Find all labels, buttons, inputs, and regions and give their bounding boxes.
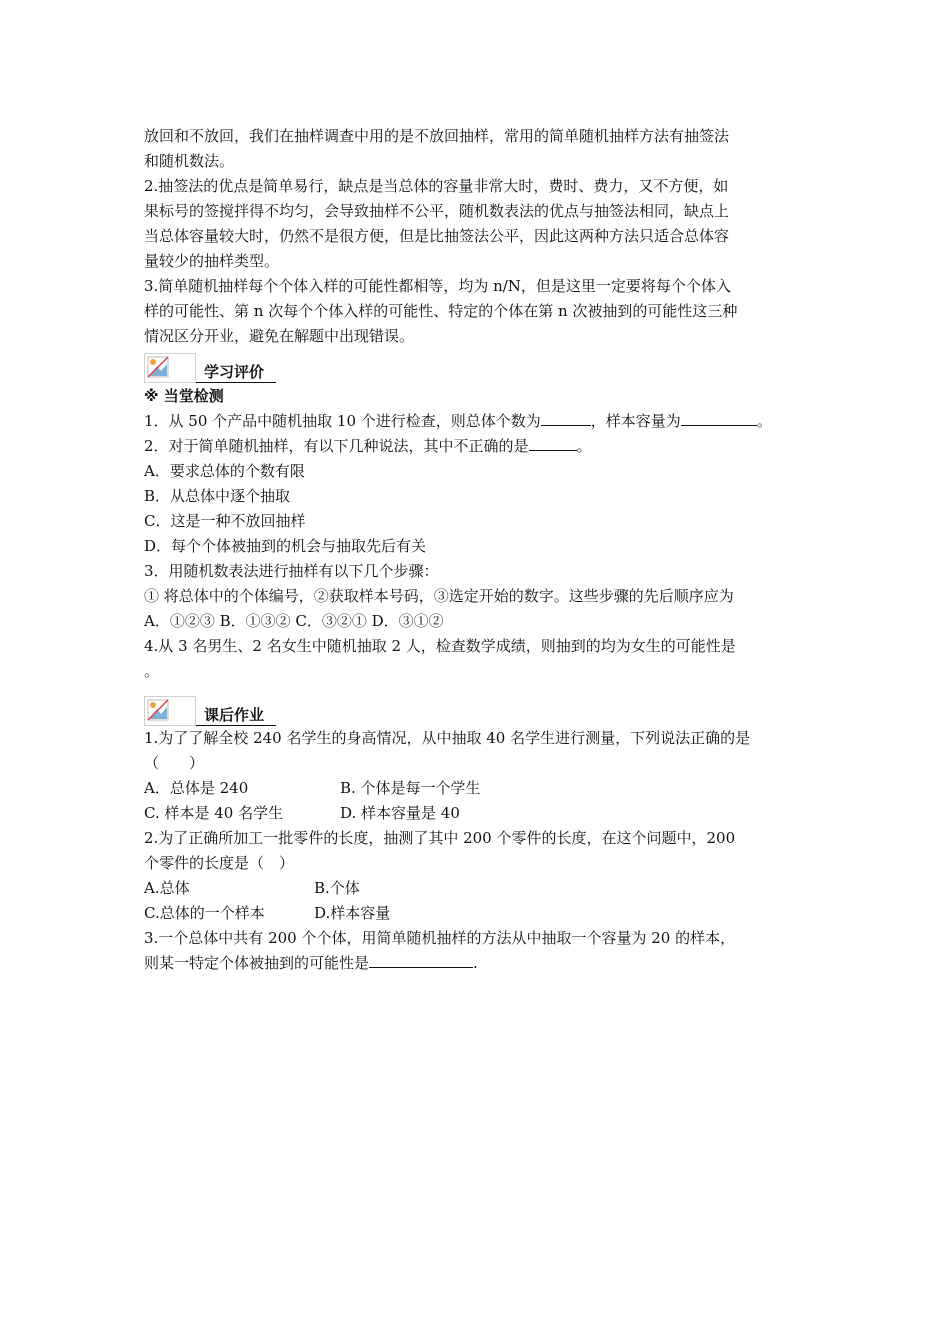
answer-blank[interactable] [681,410,757,426]
option-line: A．①②③ B．①③② C．③②① D．③①② [144,612,444,630]
broken-image-icon [144,353,196,383]
question-line [144,409,808,434]
question-line [144,434,808,459]
question-text: 2．对于简单随机抽样，有以下几种说法，其中不正确的是 [144,437,529,455]
intro-line: 放回和不放回，我们在抽样调查中用的是不放回抽样，常用的简单随机抽样方法有抽签法 [144,127,730,145]
option-line: B．从总体中逐个抽取 [144,487,291,505]
question-line [144,951,808,976]
option-text: C. 样本是 40 名学生 [144,804,284,822]
answer-blank[interactable] [369,952,473,968]
option-row [144,876,808,901]
document-content [144,124,808,976]
option-row [144,901,808,926]
option-text: B. 个体是每一个学生 [340,779,481,797]
question-line: 2.为了正确所加工一批零件的长度，抽测了其中 200 个零件的长度，在这个问题中，200 [144,829,736,847]
option-text: B.个体 [314,879,360,897]
subheading-class-test: ※ 当堂检测 [144,387,224,405]
question-line: 1.为了了解全校 240 名学生的身高情况，从中抽取 40 名学生进行测量，下列说法正确的是 [144,729,751,747]
section-title: 学习评价 [196,362,276,383]
question-text: 。 [756,412,772,430]
option-row [144,776,808,801]
question-text: ，样本容量为 [590,412,681,430]
option-line: A．要求总体的个数有限 [144,462,305,480]
option-text: A．总体是 240 [144,779,249,797]
intro-line: 量较少的抽样类型。 [144,252,280,270]
intro-line: 果标号的签搅拌得不均匀，会导致抽样不公平，随机数表法的优点与抽签法相同，缺点上 [144,202,730,220]
option-text: A.总体 [144,879,190,897]
intro-line: 3.简单随机抽样每个个体入样的可能性都相等，均为 n/N，但是这里一定要将每个个体入 [144,277,731,295]
question-text: 1．从 50 个产品中随机抽取 10 个进行检查，则总体个数为 [144,412,541,430]
answer-blank[interactable] [529,435,577,451]
question-text: 。 [576,437,592,455]
intro-line: 2.抽签法的优点是简单易行，缺点是当总体的容量非常大时，费时、费力，又不方便，如 [144,177,729,195]
option-line: D．每个个体被抽到的机会与抽取先后有关 [144,537,427,555]
intro-line: 情况区分开业，避免在解题中出现错误。 [144,327,415,345]
intro-line: 和随机数法。 [144,152,235,170]
question-line: 个零件的长度是（ ） [144,854,295,872]
question-line: 3.一个总体中共有 200 个个体，用简单随机抽样的方法从中抽取一个容量为 20 的样本， [144,929,736,947]
option-text: C.总体的一个样本 [144,904,265,922]
option-text: D. 样本容量是 40 [340,804,460,822]
question-line: 3．用随机数表法进行抽样有以下几个步骤： [144,562,439,580]
question-line: 4.从 3 名男生、2 名女生中随机抽取 2 人，检查数学成绩，则抽到的均为女生的可能性是 [144,637,736,655]
question-line: （ ） [144,754,205,772]
option-row [144,801,808,826]
option-line: C．这是一种不放回抽样 [144,512,306,530]
question-line: ① 将总体中的个体编号，②获取样本号码，③选定开始的数字。这些步骤的先后顺序应为 [144,587,734,605]
option-text: D.样本容量 [314,904,391,922]
question-line: 。 [144,662,160,680]
section-title: 课后作业 [196,705,276,726]
section-header-homework [144,694,808,726]
section-header-evaluation [144,351,808,383]
broken-image-icon [144,696,196,726]
question-text: 则某一特定个体被抽到的可能性是 [144,954,370,972]
answer-blank[interactable] [541,410,591,426]
question-text: . [473,954,478,972]
intro-line: 样的可能性、第 n 次每个个体入样的可能性、特定的个体在第 n 次被抽到的可能性这三种 [144,302,738,320]
intro-line: 当总体容量较大时，仍然不是很方便，但是比抽签法公平，因此这两种方法只适合总体容 [144,227,730,245]
